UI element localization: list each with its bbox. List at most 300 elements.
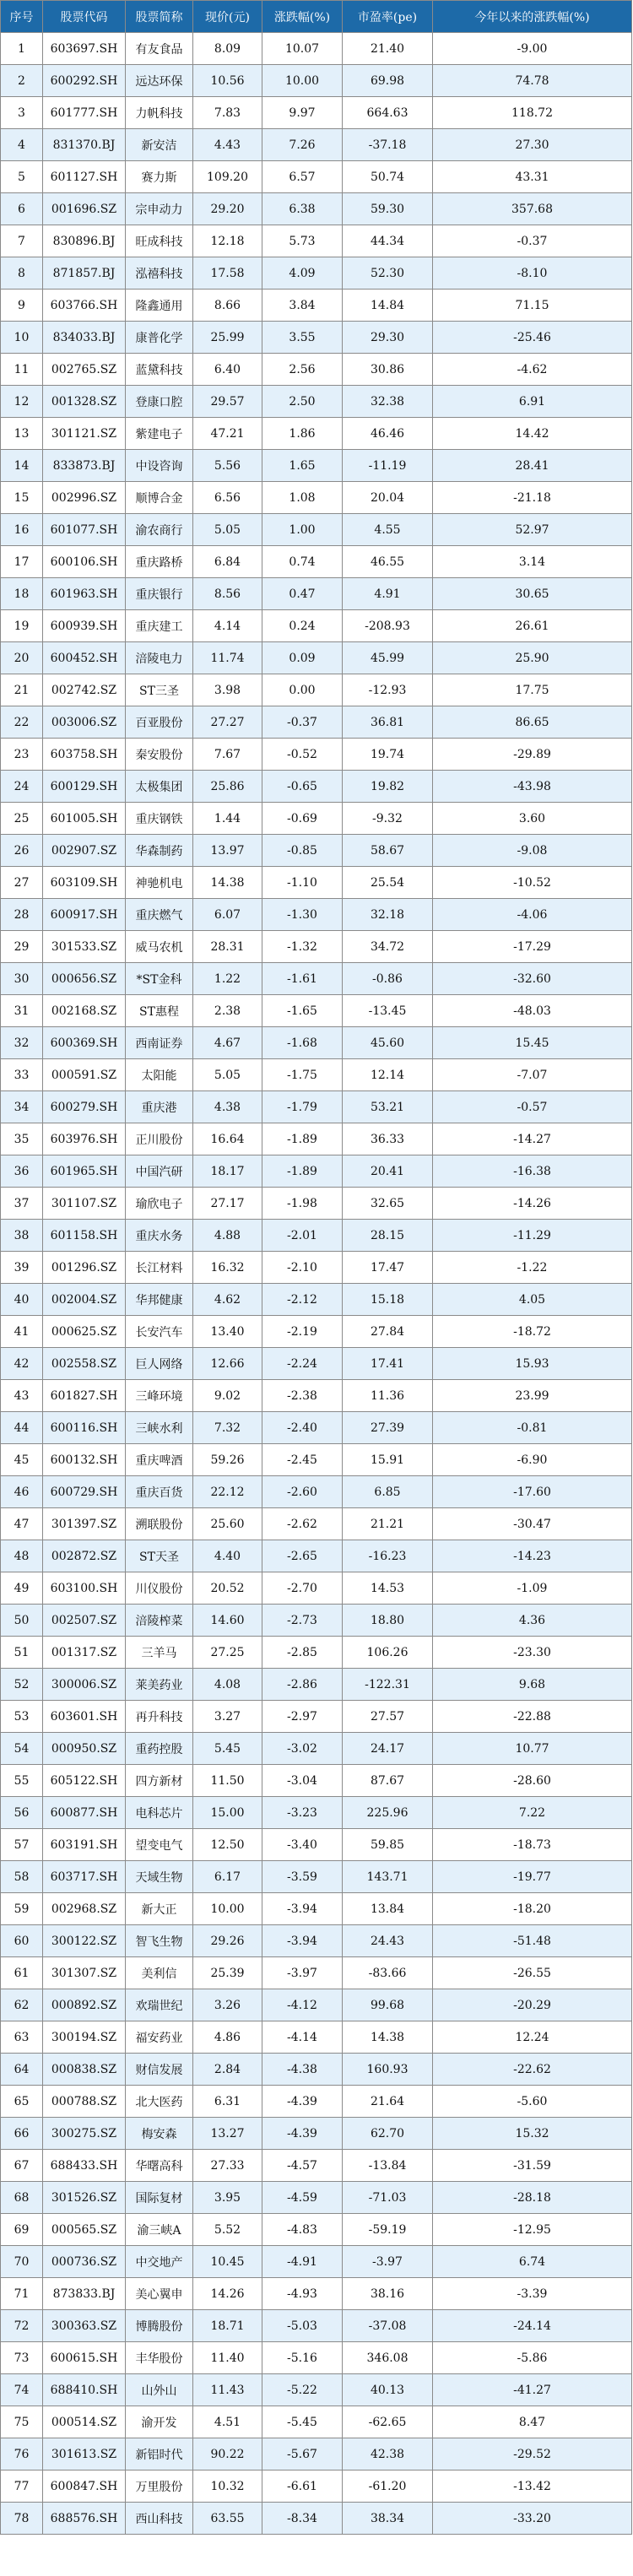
table-row [1, 2470, 632, 2503]
cell-name: 重庆银行 [126, 578, 193, 610]
cell-price: 22.12 [193, 1476, 262, 1508]
cell-ytd-change: -14.26 [433, 1188, 632, 1220]
table-row [1, 1059, 632, 1091]
table-row [1, 1220, 632, 1252]
cell-name: 重庆百货 [126, 1476, 193, 1508]
table-row [1, 225, 632, 257]
cell-change: -2.65 [262, 1540, 343, 1572]
cell-index: 8 [1, 257, 43, 290]
cell-pe: 15.91 [343, 1444, 433, 1476]
cell-code: 600369.SH [43, 1027, 126, 1059]
cell-ytd-change: -22.88 [433, 1701, 632, 1733]
cell-code: 831370.BJ [43, 129, 126, 161]
header-row [1, 1, 632, 33]
cell-change: -3.59 [262, 1861, 343, 1893]
cell-price: 4.08 [193, 1669, 262, 1701]
cell-name: 蓝黛科技 [126, 354, 193, 386]
cell-change: -8.34 [262, 2503, 343, 2535]
cell-ytd-change: -14.23 [433, 1540, 632, 1572]
cell-name: 重庆燃气 [126, 899, 193, 931]
cell-code: 834033.BJ [43, 322, 126, 354]
cell-price: 4.67 [193, 1027, 262, 1059]
cell-price: 5.45 [193, 1733, 262, 1765]
cell-index: 24 [1, 771, 43, 803]
table-row [1, 1540, 632, 1572]
header-code: 股票代码 [43, 1, 126, 33]
cell-ytd-change: 3.60 [433, 803, 632, 835]
cell-name: 正川股份 [126, 1123, 193, 1155]
cell-index: 73 [1, 2342, 43, 2374]
cell-change: 3.55 [262, 322, 343, 354]
cell-change: -2.38 [262, 1380, 343, 1412]
cell-ytd-change: -9.00 [433, 33, 632, 65]
cell-ytd-change: 12.24 [433, 2021, 632, 2054]
table-row [1, 1284, 632, 1316]
cell-code: 000950.SZ [43, 1733, 126, 1765]
cell-index: 16 [1, 514, 43, 546]
cell-price: 29.57 [193, 386, 262, 418]
cell-index: 1 [1, 33, 43, 65]
cell-change: -6.61 [262, 2470, 343, 2503]
cell-change: 10.00 [262, 65, 343, 97]
cell-price: 7.32 [193, 1412, 262, 1444]
cell-pe: 45.99 [343, 642, 433, 674]
cell-ytd-change: 118.72 [433, 97, 632, 129]
cell-ytd-change: -28.60 [433, 1765, 632, 1797]
table-row [1, 1476, 632, 1508]
cell-price: 29.20 [193, 193, 262, 225]
cell-pe: -13.45 [343, 995, 433, 1027]
cell-name: 美心翼申 [126, 2278, 193, 2310]
cell-code: 300275.SZ [43, 2118, 126, 2150]
cell-pe: 4.55 [343, 514, 433, 546]
cell-ytd-change: -32.60 [433, 963, 632, 995]
cell-change: -2.40 [262, 1412, 343, 1444]
cell-ytd-change: -29.52 [433, 2438, 632, 2470]
cell-code: 603191.SH [43, 1829, 126, 1861]
cell-pe: 15.18 [343, 1284, 433, 1316]
cell-name: 重庆钢铁 [126, 803, 193, 835]
cell-change: -5.03 [262, 2310, 343, 2342]
cell-code: 603758.SH [43, 739, 126, 771]
cell-name: 康普化学 [126, 322, 193, 354]
cell-change: -2.86 [262, 1669, 343, 1701]
cell-index: 69 [1, 2214, 43, 2246]
cell-name: 丰华股份 [126, 2342, 193, 2374]
cell-change: -3.94 [262, 1925, 343, 1957]
cell-code: 002004.SZ [43, 1284, 126, 1316]
table-row [1, 867, 632, 899]
cell-price: 2.38 [193, 995, 262, 1027]
cell-price: 4.86 [193, 2021, 262, 2054]
cell-change: -4.12 [262, 1989, 343, 2021]
cell-change: -1.68 [262, 1027, 343, 1059]
cell-change: -2.62 [262, 1508, 343, 1540]
cell-pe: 4.91 [343, 578, 433, 610]
table-row [1, 257, 632, 290]
cell-code: 600116.SH [43, 1412, 126, 1444]
cell-ytd-change: -9.08 [433, 835, 632, 867]
table-row [1, 610, 632, 642]
cell-name: 智飞生物 [126, 1925, 193, 1957]
cell-price: 12.66 [193, 1348, 262, 1380]
cell-name: 太阳能 [126, 1059, 193, 1091]
table-row [1, 1829, 632, 1861]
cell-ytd-change: -10.52 [433, 867, 632, 899]
table-row [1, 1508, 632, 1540]
cell-code: 603766.SH [43, 290, 126, 322]
cell-change: -5.67 [262, 2438, 343, 2470]
cell-change: -2.73 [262, 1605, 343, 1637]
cell-change: 3.84 [262, 290, 343, 322]
cell-code: 000591.SZ [43, 1059, 126, 1091]
cell-code: 600877.SH [43, 1797, 126, 1829]
cell-pe: 14.53 [343, 1572, 433, 1605]
cell-change: -4.93 [262, 2278, 343, 2310]
cell-name: 长安汽车 [126, 1316, 193, 1348]
cell-index: 71 [1, 2278, 43, 2310]
cell-ytd-change: -25.46 [433, 322, 632, 354]
cell-price: 4.38 [193, 1091, 262, 1123]
cell-price: 8.56 [193, 578, 262, 610]
cell-pe: 19.74 [343, 739, 433, 771]
cell-change: 0.09 [262, 642, 343, 674]
cell-code: 002742.SZ [43, 674, 126, 706]
table-row [1, 1797, 632, 1829]
table-row [1, 2054, 632, 2086]
cell-ytd-change: -4.06 [433, 899, 632, 931]
cell-change: 1.00 [262, 514, 343, 546]
cell-change: -4.83 [262, 2214, 343, 2246]
cell-pe: 24.17 [343, 1733, 433, 1765]
table-row [1, 1348, 632, 1380]
cell-ytd-change: 17.75 [433, 674, 632, 706]
cell-pe: 46.46 [343, 418, 433, 450]
cell-ytd-change: -4.62 [433, 354, 632, 386]
cell-pe: 28.15 [343, 1220, 433, 1252]
cell-index: 30 [1, 963, 43, 995]
cell-index: 59 [1, 1893, 43, 1925]
table-row [1, 65, 632, 97]
cell-change: -1.89 [262, 1123, 343, 1155]
cell-price: 5.56 [193, 450, 262, 482]
cell-index: 57 [1, 1829, 43, 1861]
cell-ytd-change: 6.74 [433, 2246, 632, 2278]
cell-change: 0.74 [262, 546, 343, 578]
cell-code: 301121.SZ [43, 418, 126, 450]
cell-index: 21 [1, 674, 43, 706]
cell-price: 7.83 [193, 97, 262, 129]
cell-index: 29 [1, 931, 43, 963]
cell-pe: 32.65 [343, 1188, 433, 1220]
cell-price: 13.27 [193, 2118, 262, 2150]
table-row [1, 1123, 632, 1155]
cell-index: 19 [1, 610, 43, 642]
cell-name: 中国汽研 [126, 1155, 193, 1188]
cell-index: 28 [1, 899, 43, 931]
cell-name: 渝农商行 [126, 514, 193, 546]
cell-code: 603697.SH [43, 33, 126, 65]
cell-name: 神驰机电 [126, 867, 193, 899]
cell-index: 41 [1, 1316, 43, 1348]
cell-name: 远达环保 [126, 65, 193, 97]
cell-pe: -71.03 [343, 2182, 433, 2214]
table-row [1, 771, 632, 803]
cell-price: 27.33 [193, 2150, 262, 2182]
cell-pe: 19.82 [343, 771, 433, 803]
cell-name: ST惠程 [126, 995, 193, 1027]
cell-price: 4.43 [193, 129, 262, 161]
cell-price: 2.84 [193, 2054, 262, 2086]
cell-price: 59.26 [193, 1444, 262, 1476]
table-row [1, 706, 632, 739]
cell-price: 11.74 [193, 642, 262, 674]
cell-index: 9 [1, 290, 43, 322]
cell-name: 新铝时代 [126, 2438, 193, 2470]
cell-name: 三羊马 [126, 1637, 193, 1669]
cell-name: 华森制药 [126, 835, 193, 867]
cell-name: 巨人网络 [126, 1348, 193, 1380]
cell-ytd-change: -1.22 [433, 1252, 632, 1284]
cell-price: 17.58 [193, 257, 262, 290]
cell-name: 重庆路桥 [126, 546, 193, 578]
cell-ytd-change: -19.77 [433, 1861, 632, 1893]
cell-name: 四方新材 [126, 1765, 193, 1797]
cell-index: 39 [1, 1252, 43, 1284]
cell-code: 600729.SH [43, 1476, 126, 1508]
cell-name: 紫建电子 [126, 418, 193, 450]
cell-change: 2.56 [262, 354, 343, 386]
cell-name: 重庆啤酒 [126, 1444, 193, 1476]
cell-price: 5.05 [193, 514, 262, 546]
table-row [1, 450, 632, 482]
cell-index: 51 [1, 1637, 43, 1669]
header-name: 股票简称 [126, 1, 193, 33]
cell-code: 873833.BJ [43, 2278, 126, 2310]
cell-change: -5.16 [262, 2342, 343, 2374]
cell-pe: 106.26 [343, 1637, 433, 1669]
cell-ytd-change: -8.10 [433, 257, 632, 290]
header-index: 序号 [1, 1, 43, 33]
cell-index: 54 [1, 1733, 43, 1765]
cell-change: -3.04 [262, 1765, 343, 1797]
cell-ytd-change: 25.90 [433, 642, 632, 674]
cell-pe: 21.40 [343, 33, 433, 65]
cell-ytd-change: 9.68 [433, 1669, 632, 1701]
cell-index: 22 [1, 706, 43, 739]
cell-price: 3.95 [193, 2182, 262, 2214]
table-row [1, 2150, 632, 2182]
table-row [1, 2214, 632, 2246]
cell-name: 美利信 [126, 1957, 193, 1989]
cell-pe: 40.13 [343, 2374, 433, 2406]
cell-ytd-change: -41.27 [433, 2374, 632, 2406]
cell-pe: 38.16 [343, 2278, 433, 2310]
cell-change: -4.39 [262, 2118, 343, 2150]
cell-ytd-change: -29.89 [433, 739, 632, 771]
cell-change: -2.01 [262, 1220, 343, 1252]
cell-code: 301307.SZ [43, 1957, 126, 1989]
cell-ytd-change: -12.95 [433, 2214, 632, 2246]
cell-ytd-change: -17.29 [433, 931, 632, 963]
cell-ytd-change: -26.55 [433, 1957, 632, 1989]
cell-change: 4.09 [262, 257, 343, 290]
cell-name: 秦安股份 [126, 739, 193, 771]
cell-ytd-change: -18.73 [433, 1829, 632, 1861]
table-row [1, 1444, 632, 1476]
cell-index: 20 [1, 642, 43, 674]
cell-ytd-change: -7.07 [433, 1059, 632, 1091]
table-header [1, 1, 632, 33]
cell-name: 万里股份 [126, 2470, 193, 2503]
cell-pe: 225.96 [343, 1797, 433, 1829]
table-body [1, 33, 632, 2535]
cell-ytd-change: -31.59 [433, 2150, 632, 2182]
cell-name: 顺博合金 [126, 482, 193, 514]
cell-change: -2.60 [262, 1476, 343, 1508]
cell-change: 6.57 [262, 161, 343, 193]
cell-name: 泓禧科技 [126, 257, 193, 290]
cell-change: -0.37 [262, 706, 343, 739]
cell-price: 10.45 [193, 2246, 262, 2278]
cell-index: 31 [1, 995, 43, 1027]
table-row [1, 482, 632, 514]
cell-code: 601827.SH [43, 1380, 126, 1412]
cell-pe: 346.08 [343, 2342, 433, 2374]
cell-code: 601077.SH [43, 514, 126, 546]
cell-price: 14.38 [193, 867, 262, 899]
cell-change: -3.23 [262, 1797, 343, 1829]
table-row [1, 931, 632, 963]
cell-index: 72 [1, 2310, 43, 2342]
cell-name: *ST金科 [126, 963, 193, 995]
cell-price: 11.43 [193, 2374, 262, 2406]
cell-ytd-change: 7.22 [433, 1797, 632, 1829]
cell-ytd-change: -5.86 [433, 2342, 632, 2374]
cell-pe: -16.23 [343, 1540, 433, 1572]
table-row [1, 1893, 632, 1925]
cell-index: 34 [1, 1091, 43, 1123]
cell-name: 梅安森 [126, 2118, 193, 2150]
cell-pe: 34.72 [343, 931, 433, 963]
cell-pe: 62.70 [343, 2118, 433, 2150]
table-row [1, 642, 632, 674]
cell-index: 26 [1, 835, 43, 867]
cell-change: -0.52 [262, 739, 343, 771]
table-row [1, 1637, 632, 1669]
cell-code: 002507.SZ [43, 1605, 126, 1637]
table-row [1, 1380, 632, 1412]
table-row [1, 2182, 632, 2214]
table-row [1, 1989, 632, 2021]
cell-code: 603109.SH [43, 867, 126, 899]
cell-price: 4.40 [193, 1540, 262, 1572]
cell-change: -2.85 [262, 1637, 343, 1669]
cell-price: 25.86 [193, 771, 262, 803]
cell-name: 莱美药业 [126, 1669, 193, 1701]
cell-index: 46 [1, 1476, 43, 1508]
cell-change: 10.07 [262, 33, 343, 65]
cell-pe: 30.86 [343, 354, 433, 386]
cell-ytd-change: -13.42 [433, 2470, 632, 2503]
cell-price: 8.09 [193, 33, 262, 65]
table-row [1, 963, 632, 995]
cell-change: 5.73 [262, 225, 343, 257]
cell-price: 12.50 [193, 1829, 262, 1861]
cell-code: 301397.SZ [43, 1508, 126, 1540]
cell-index: 35 [1, 1123, 43, 1155]
cell-name: 长江材料 [126, 1252, 193, 1284]
cell-pe: -3.97 [343, 2246, 433, 2278]
cell-code: 601965.SH [43, 1155, 126, 1188]
cell-pe: 52.30 [343, 257, 433, 290]
cell-code: 301533.SZ [43, 931, 126, 963]
cell-pe: 42.38 [343, 2438, 433, 2470]
table-row [1, 2118, 632, 2150]
cell-price: 20.52 [193, 1572, 262, 1605]
cell-price: 29.26 [193, 1925, 262, 1957]
cell-name: 涪陵电力 [126, 642, 193, 674]
cell-pe: 160.93 [343, 2054, 433, 2086]
cell-index: 6 [1, 193, 43, 225]
cell-index: 74 [1, 2374, 43, 2406]
cell-name: 隆鑫通用 [126, 290, 193, 322]
table-row [1, 1091, 632, 1123]
cell-pe: -37.08 [343, 2310, 433, 2342]
cell-index: 4 [1, 129, 43, 161]
cell-index: 5 [1, 161, 43, 193]
cell-change: -2.12 [262, 1284, 343, 1316]
cell-name: 有友食品 [126, 33, 193, 65]
cell-pe: 21.21 [343, 1508, 433, 1540]
cell-ytd-change: 15.32 [433, 2118, 632, 2150]
cell-index: 11 [1, 354, 43, 386]
cell-pe: -208.93 [343, 610, 433, 642]
cell-price: 90.22 [193, 2438, 262, 2470]
table-row [1, 1412, 632, 1444]
cell-index: 52 [1, 1669, 43, 1701]
table-row [1, 1155, 632, 1188]
cell-pe: -61.20 [343, 2470, 433, 2503]
cell-ytd-change: -24.14 [433, 2310, 632, 2342]
cell-price: 4.51 [193, 2406, 262, 2438]
cell-code: 600106.SH [43, 546, 126, 578]
cell-pe: 18.80 [343, 1605, 433, 1637]
table-row [1, 803, 632, 835]
table-row [1, 2374, 632, 2406]
cell-name: 福安药业 [126, 2021, 193, 2054]
cell-price: 13.97 [193, 835, 262, 867]
cell-index: 15 [1, 482, 43, 514]
cell-code: 003006.SZ [43, 706, 126, 739]
cell-pe: 45.60 [343, 1027, 433, 1059]
cell-ytd-change: -28.18 [433, 2182, 632, 2214]
cell-pe: 32.38 [343, 386, 433, 418]
cell-name: 旺成科技 [126, 225, 193, 257]
cell-index: 64 [1, 2054, 43, 2086]
cell-price: 5.52 [193, 2214, 262, 2246]
cell-change: 0.00 [262, 674, 343, 706]
cell-name: 涪陵榨菜 [126, 1605, 193, 1637]
cell-name: 西山科技 [126, 2503, 193, 2535]
cell-change: -4.14 [262, 2021, 343, 2054]
cell-name: 溯联股份 [126, 1508, 193, 1540]
cell-code: 002765.SZ [43, 354, 126, 386]
cell-index: 17 [1, 546, 43, 578]
cell-pe: 143.71 [343, 1861, 433, 1893]
cell-ytd-change: -43.98 [433, 771, 632, 803]
cell-change: -4.39 [262, 2086, 343, 2118]
